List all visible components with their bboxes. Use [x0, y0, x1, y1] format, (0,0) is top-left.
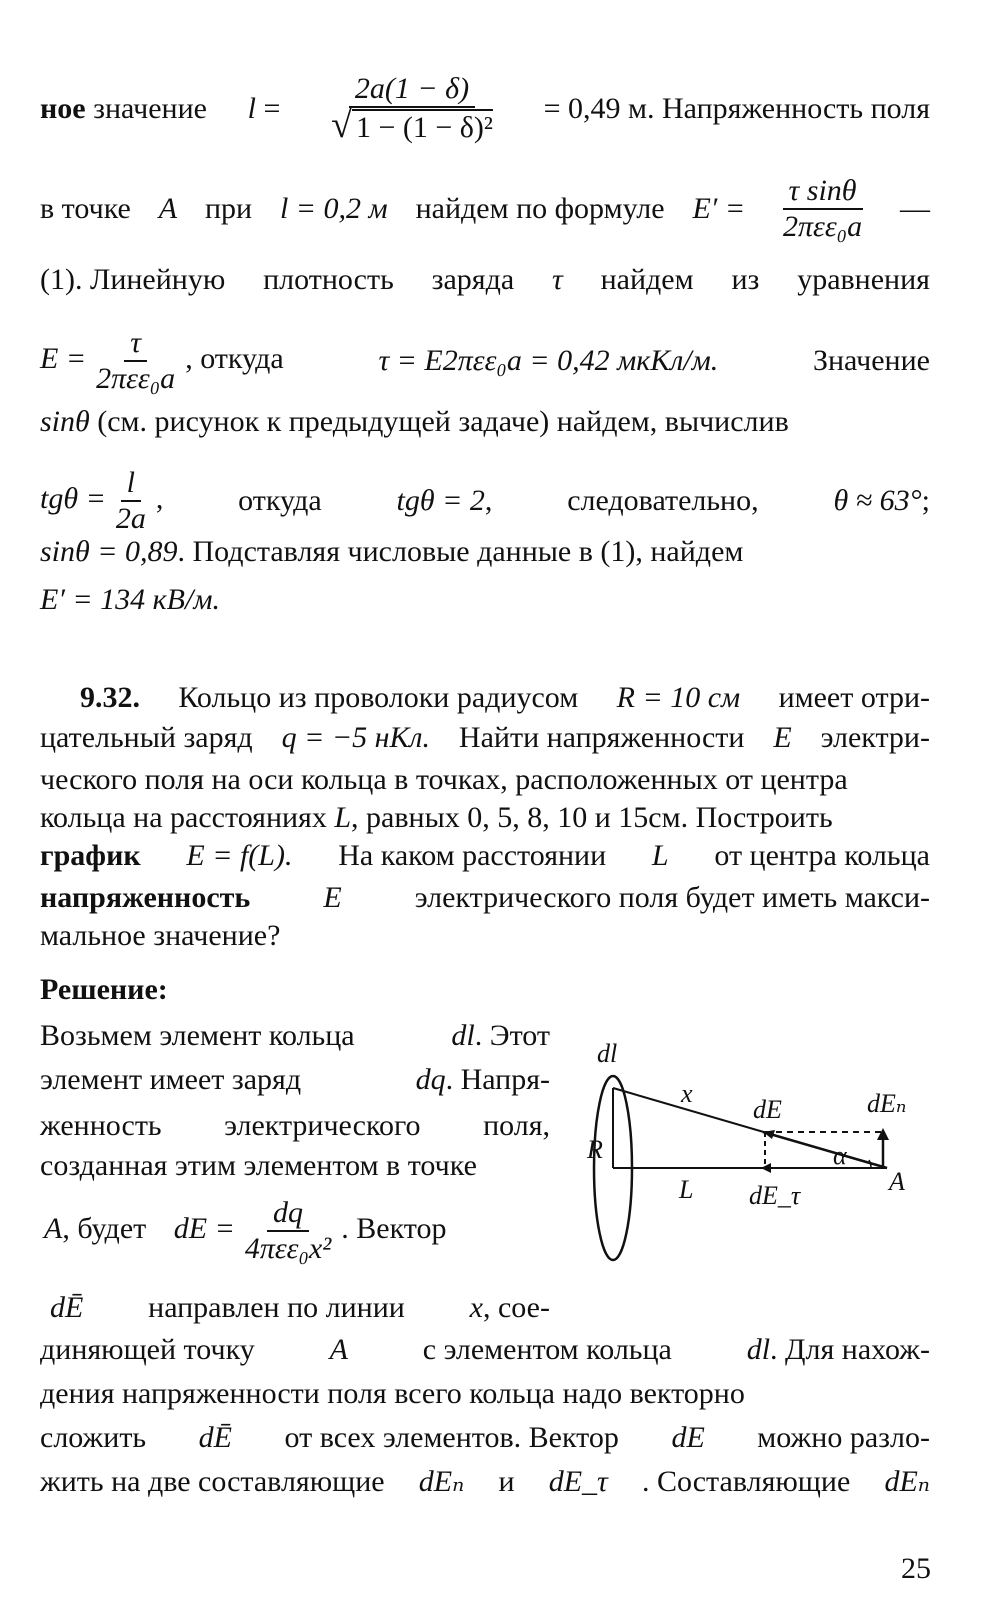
sentence: кольца на расстояниях — [40, 801, 327, 834]
sentence: имеет отри- — [778, 681, 930, 714]
sentence: от всех элементов. Вектор — [284, 1421, 619, 1454]
label-A: A — [889, 1167, 905, 1196]
result-text: = 0,49 м. Напряженность поля — [543, 91, 930, 125]
var-L: L — [334, 801, 352, 834]
word: напряженность — [40, 881, 251, 914]
var-L: L — [651, 839, 669, 872]
text-line-4 — [40, 326, 930, 396]
var-E: E — [773, 721, 792, 754]
word: при — [204, 192, 253, 225]
sentence: от центра кольца — [714, 839, 930, 872]
fraction-numerator: τ — [124, 326, 147, 362]
function-E-of-L: E = f(L). — [186, 839, 293, 872]
label-dEt: dE_τ — [749, 1181, 801, 1210]
problem-line-5 — [40, 838, 930, 874]
fraction-denominator: 2πεε₀a — [782, 210, 863, 243]
vector-dEn-arrowhead — [877, 1128, 889, 1140]
sin-theta: sinθ — [40, 405, 90, 438]
fraction-l: $\frac{2a(1 - \delta)}{\text{√ 1 − (1 − δ)²}}$ — [331, 72, 493, 146]
fraction-denominator: 4πεε₀x² — [244, 1232, 332, 1265]
fraction-numerator: τ sinθ — [783, 174, 863, 210]
sentence: можно разло- — [757, 1421, 930, 1454]
text-line-6 — [40, 466, 930, 536]
label-alpha: α — [833, 1141, 847, 1170]
solution-heading: Решение: — [40, 973, 168, 1006]
sentence: (см. рисунок к предыдущей задаче) найдем, вычислив — [97, 405, 789, 438]
sentence: , сое- — [482, 1291, 550, 1324]
word: и — [498, 1465, 515, 1498]
value-q: q = −5 нКл. — [281, 721, 430, 754]
word: Значение — [812, 344, 930, 377]
solution-line-2 — [40, 1062, 550, 1098]
var-dE: dE = — [173, 1211, 235, 1245]
var-dE: dE — [671, 1421, 705, 1454]
word: график — [40, 839, 141, 872]
value-l: l = 0,2 м — [279, 192, 388, 225]
page-number: 25 — [901, 1552, 931, 1585]
fraction-E2 — [90, 326, 181, 396]
text-line-2 — [40, 174, 930, 244]
semicolon: ; — [921, 484, 930, 517]
sentence: жить на две составляющие — [40, 1465, 385, 1498]
word: найдем по формуле — [415, 192, 665, 225]
vector-dE: dĒ — [198, 1421, 232, 1454]
comma: , — [484, 484, 493, 517]
solution-line-9 — [40, 1420, 930, 1456]
sentence: электрического поля будет иметь макси- — [414, 881, 930, 914]
equation-tau: τ = E2πεε₀a = 0,42 мкКл/м. — [378, 344, 719, 377]
label-L: L — [679, 1175, 694, 1204]
sentence: электри- — [820, 721, 930, 754]
sentence: Возьмем элемент кольца — [40, 1019, 355, 1052]
word: уравнения — [797, 263, 930, 296]
var-tau: τ — [552, 263, 563, 296]
solution-line-10 — [40, 1464, 930, 1500]
vector-dE: dĒ — [50, 1291, 84, 1324]
tg-theta: tgθ = — [40, 481, 106, 515]
solution-line-5 — [44, 1196, 446, 1266]
vector-dEt-arrowhead — [761, 1163, 771, 1173]
dash: — — [899, 192, 930, 225]
fraction-denominator: 2πεε₀a — [96, 362, 176, 395]
sentence: На каком расстоянии — [338, 839, 607, 872]
fraction-numerator: 2a(1 − δ) — [349, 72, 475, 108]
var-E: E — [323, 881, 342, 914]
word: электрического — [224, 1109, 421, 1142]
sentence: . Для нахож- — [770, 1333, 930, 1366]
word: сложить — [40, 1421, 147, 1454]
label-R: R — [587, 1135, 603, 1164]
problem-line-1 — [80, 680, 930, 716]
sentence: диняющей точку — [40, 1333, 255, 1366]
label-dEn: dEₙ — [867, 1089, 907, 1118]
text-line-3 — [40, 262, 930, 298]
text-line-8: E′ = 134 кВ/м. — [40, 583, 220, 616]
fraction-numerator: dq — [267, 1196, 309, 1232]
word: (1). Линейную — [40, 263, 226, 296]
problem-line-3: ческого поля на оси кольца в точках, расположенных от центра — [40, 763, 848, 796]
sentence: Найти напряженности — [458, 721, 745, 754]
problem-line-7: мальное значение? — [40, 919, 281, 952]
sentence: цательный заряд — [40, 721, 253, 754]
ring-field-diagram — [585, 1040, 930, 1280]
word: следовательно, — [567, 484, 759, 517]
comma: , — [155, 481, 164, 515]
text-line-7 — [40, 534, 743, 570]
var-dEn: dEₙ — [884, 1465, 930, 1498]
sentence: Кольцо из проволоки радиусом — [178, 681, 579, 714]
word: женность — [40, 1109, 162, 1142]
word: откуда — [238, 484, 322, 517]
var-dq: dq — [415, 1063, 446, 1096]
problem-line-2 — [40, 720, 930, 756]
word: заряда — [431, 263, 515, 296]
text-line-1: ное значение l = $\frac{2a(1 - \delta)}{\text{√ 1 − (1 − δ)²}}$ = 0,49 м. Напряженность поля — [40, 72, 930, 146]
var-A: A — [44, 1211, 63, 1245]
sentence: с элементом кольца — [422, 1333, 672, 1366]
var-dl: dl — [746, 1333, 771, 1366]
label-dE: dE — [753, 1095, 782, 1124]
var-A: A — [158, 192, 178, 225]
var-dEn: dEₙ — [418, 1465, 465, 1498]
sentence: . Напря- — [445, 1063, 550, 1096]
var-x: x — [469, 1291, 483, 1324]
solution-line-4: созданная этим элементом в точке — [40, 1149, 477, 1182]
fraction-tg — [110, 466, 152, 536]
fraction-numerator: l — [121, 466, 141, 502]
word: поля, — [483, 1109, 550, 1142]
fraction-dE — [239, 1196, 337, 1266]
word: значение — [93, 91, 207, 125]
theta-value: θ ≈ 63° — [833, 484, 922, 517]
solution-line-1 — [40, 1018, 550, 1054]
var-dl: dl — [451, 1019, 475, 1052]
problem-number: 9.32. — [80, 681, 140, 714]
sentence: элемент имеет заряд — [40, 1063, 302, 1096]
tg-value: tgθ = 2 — [396, 484, 485, 517]
word: в точке — [40, 192, 131, 225]
fraction-denominator: 2a — [115, 502, 146, 535]
var-E-prime: E′ = — [692, 192, 746, 225]
var-A: A — [329, 1333, 348, 1366]
sentence: . Составляющие — [641, 1465, 851, 1498]
word: из — [731, 263, 760, 296]
sentence: , будет — [62, 1211, 147, 1245]
word: плотность — [263, 263, 394, 296]
sentence: . Этот — [474, 1019, 550, 1052]
word: найдем — [600, 263, 694, 296]
vector-dE-line — [763, 1132, 887, 1168]
value-R: R = 10 см — [616, 681, 741, 714]
fraction-denominator: 1 − (1 − δ)² — [352, 109, 493, 144]
sentence: , равных 0, 5, 8, 10 и 15см. Построить — [351, 801, 833, 834]
sentence: . Вектор — [341, 1211, 447, 1245]
var-l: l — [247, 91, 256, 125]
label-x: x — [681, 1079, 693, 1108]
sentence: направлен по линии — [148, 1291, 405, 1324]
word: , откуда — [185, 341, 284, 375]
var-E: E = — [40, 341, 87, 375]
solution-line-7 — [40, 1332, 930, 1368]
solution-line-6 — [50, 1290, 550, 1326]
sentence: . Подставляя числовые данные в (1), найдем — [177, 535, 744, 568]
label-dl: dl — [597, 1040, 618, 1068]
solution-line-8: дения напряженности поля всего кольца надо векторно — [40, 1377, 745, 1410]
problem-line-4 — [40, 800, 833, 836]
text-line-5 — [40, 404, 789, 440]
fraction-E — [777, 174, 868, 244]
problem-line-6 — [40, 880, 930, 916]
sin-value: sinθ = 0,89 — [40, 535, 178, 568]
word: ное — [40, 91, 86, 125]
solution-line-3 — [40, 1108, 550, 1144]
var-dEt: dE_τ — [548, 1465, 608, 1498]
